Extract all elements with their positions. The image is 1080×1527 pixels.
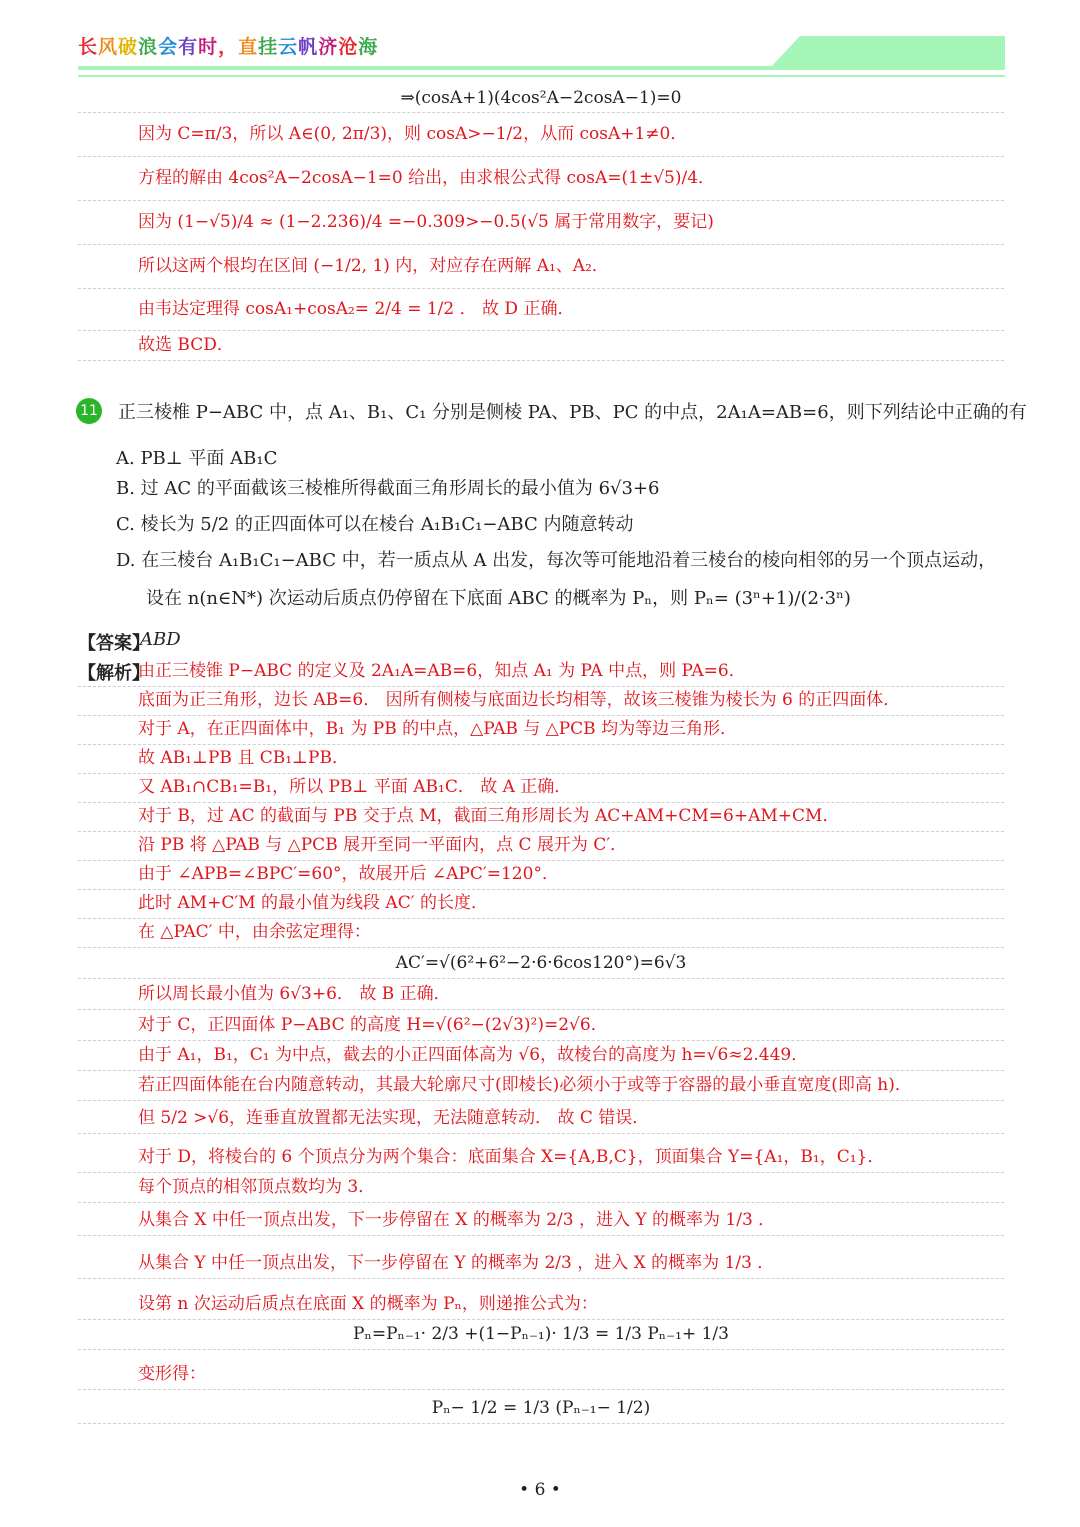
option-c: C. 棱长为 5/2 的正四面体可以在棱台 A₁B₁C₁−ABC 内随意转动 [116, 514, 634, 535]
divider [78, 1319, 1004, 1320]
divider [78, 112, 1004, 113]
divider [78, 1235, 1004, 1236]
analysis-line: 对于 B，过 AC 的截面与 PB 交于点 M，截面三角形周长为 AC+AM+CM=6+AM+CM． [138, 806, 840, 826]
question-number-badge: 11 [76, 398, 102, 424]
divider [78, 244, 1004, 245]
header-title-char: 时 [198, 36, 219, 58]
divider [78, 200, 1004, 201]
header-title-char: 浪 [138, 36, 159, 58]
divider [78, 1389, 1004, 1390]
prev-solution-line-6: 由韦达定理得 cosA₁+cosA₂= 2/4 = 1/2 ． 故 D 正确． [138, 299, 575, 319]
header-title-char: 会 [158, 36, 179, 58]
divider [78, 1133, 1004, 1134]
analysis-line: 若正四面体能在台内随意转动，其最大轮廓尺寸(即棱长)必须小于或等于容器的最小垂直宽度(即高 h)． [138, 1075, 912, 1095]
option-d-continued: 设在 n(n∈N*) 次运动后质点仍停留在下底面 ABC 的概率为 Pₙ，则 Pₙ= (3ⁿ+1)/(2·3ⁿ) [146, 588, 851, 609]
divider [78, 947, 1004, 948]
prev-solution-line-7: 故选 BCD． [138, 335, 234, 355]
page-number: • 6 • [519, 1480, 561, 1500]
answer-label: 【答案】 [78, 633, 150, 654]
analysis-line: 故 AB₁⊥PB 且 CB₁⊥PB． [138, 748, 349, 768]
analysis-line: 所以周长最小值为 6√3+6． 故 B 正确． [138, 984, 451, 1004]
question-text: 正三棱椎 P−ABC 中，点 A₁、B₁、C₁ 分别是侧棱 PA、PB、PC 的中点，2A₁A=AB=6，则下列结论中正确的有 [118, 402, 1027, 423]
header-title [78, 32, 378, 59]
divider [78, 686, 1004, 687]
analysis-line: 在 △PAC′ 中，由余弦定理得： [138, 922, 371, 942]
analysis-line: 但 5/2 >√6，连垂直放置都无法实现，无法随意转动． 故 C 错误． [138, 1108, 650, 1128]
divider [78, 1100, 1004, 1101]
analysis-line: 底面为正三角形，边长 AB=6． 因所有侧棱与底面边长均相等，故该三棱锥为棱长为 6 的正四面体． [138, 690, 901, 710]
header-title-char: 沧 [338, 36, 359, 58]
prev-solution-line-5: 所以这两个根均在区间 (−1/2, 1) 内，对应存在两解 A₁、A₂． [138, 256, 609, 276]
header-title-char: 长 [78, 36, 99, 58]
analysis-line: 由于 ∠APB=∠BPC′=60°，故展开后 ∠APC′=120°． [138, 864, 559, 884]
header-title-char: 云 [278, 36, 299, 58]
analysis-line: AC′=√(6²+6²−2·6·6cos120°)=6√3 [395, 953, 687, 973]
divider [78, 744, 1004, 745]
header-title-char: 破 [118, 36, 139, 58]
header-title-char: ， [218, 36, 239, 58]
header-title-char: 挂 [258, 36, 279, 58]
divider [78, 978, 1004, 979]
prev-solution-line-3: 方程的解由 4cos²A−2cosA−1=0 给出，由求根公式得 cosA=(1±√5)/4． [138, 168, 716, 188]
header-title-char: 海 [358, 36, 379, 58]
divider [78, 1349, 1004, 1350]
analysis-line: 对于 D，将棱台的 6 个顶点分为两个集合：底面集合 X={A,B,C}，顶面集合 Y={A₁，B₁，C₁}． [138, 1147, 885, 1167]
answer-value: ABD [140, 629, 181, 650]
prev-solution-line-1: ⇒(cosA+1)(4cos²A−2cosA−1)=0 [400, 88, 682, 108]
divider [78, 773, 1004, 774]
divider [78, 715, 1004, 716]
divider [78, 1202, 1004, 1203]
divider [78, 860, 1004, 861]
header-title-char: 济 [318, 36, 339, 58]
analysis-line: 对于 A，在正四面体中，B₁ 为 PB 的中点，△PAB 与 △PCB 均为等边三角形． [138, 719, 738, 739]
divider [78, 1070, 1004, 1071]
option-a: A. PB⊥ 平面 AB₁C [116, 448, 278, 469]
analysis-line: 由正三棱锥 P−ABC 的定义及 2A₁A=AB=6，知点 A₁ 为 PA 中点，则 PA=6． [138, 661, 746, 681]
analysis-label: 【解析】 [78, 663, 150, 684]
analysis-line: Pₙ=Pₙ₋₁· 2/3 +(1−Pₙ₋₁)· 1/3 = 1/3 Pₙ₋₁+ 1/3 [353, 1324, 729, 1344]
header-title-char: 有 [178, 36, 199, 58]
analysis-line: 沿 PB 将 △PAB 与 △PCB 展开至同一平面内，点 C 展开为 C′． [138, 835, 628, 855]
prev-solution-line-2: 因为 C=π/3，所以 A∈(0, 2π/3)，则 cosA>−1/2，从而 cosA+1≠0． [138, 124, 688, 144]
analysis-line: 由于 A₁，B₁，C₁ 为中点，截去的小正四面体高为 √6，故棱台的高度为 h=√6≈2.449． [138, 1045, 809, 1065]
divider [78, 1009, 1004, 1010]
analysis-line: 对于 C，正四面体 P−ABC 的高度 H=√(6²−(2√3)²)=2√6． [138, 1015, 608, 1035]
divider [78, 831, 1004, 832]
divider [78, 1040, 1004, 1041]
option-b: B. 过 AC 的平面截该三棱椎所得截面三角形周长的最小值为 6√3+6 [116, 478, 660, 499]
analysis-line: 每个顶点的相邻顶点数均为 3． [138, 1177, 376, 1197]
divider [78, 156, 1004, 157]
divider [78, 330, 1004, 331]
analysis-line: 变形得： [138, 1364, 206, 1384]
analysis-line: 设第 n 次运动后质点在底面 X 的概率为 Pₙ，则递推公式为： [138, 1294, 598, 1314]
divider [78, 288, 1004, 289]
divider [78, 802, 1004, 803]
divider [78, 1423, 1004, 1424]
analysis-line: 从集合 Y 中任一顶点出发，下一步停留在 Y 的概率为 2/3 ，进入 X 的概率为 1/3 ． [138, 1253, 775, 1273]
divider [78, 1278, 1004, 1279]
divider [78, 889, 1004, 890]
divider [78, 1172, 1004, 1173]
header-title-char: 风 [98, 36, 119, 58]
analysis-line: 从集合 X 中任一顶点出发，下一步停留在 X 的概率为 2/3 ，进入 Y 的概率为 1/3 ． [138, 1210, 776, 1230]
header-title-char: 帆 [298, 36, 319, 58]
analysis-line: Pₙ− 1/2 = 1/3 (Pₙ₋₁− 1/2) [431, 1398, 651, 1418]
header-title-char: 直 [238, 36, 259, 58]
analysis-line: 又 AB₁∩CB₁=B₁，所以 PB⊥ 平面 AB₁C． 故 A 正确． [138, 777, 572, 797]
analysis-line: 此时 AM+C′M 的最小值为线段 AC′ 的长度． [138, 893, 488, 913]
option-d: D. 在三棱台 A₁B₁C₁−ABC 中，若一质点从 A 出发，每次等可能地沿着三棱台的棱向相邻的另一个顶点运动， [116, 550, 997, 571]
divider [78, 918, 1004, 919]
prev-solution-line-4: 因为 (1−√5)/4 ≈ (1−2.236)/4 =−0.309>−0.5(√5 属于常用数字，要记) [138, 212, 714, 232]
divider [78, 360, 1004, 361]
